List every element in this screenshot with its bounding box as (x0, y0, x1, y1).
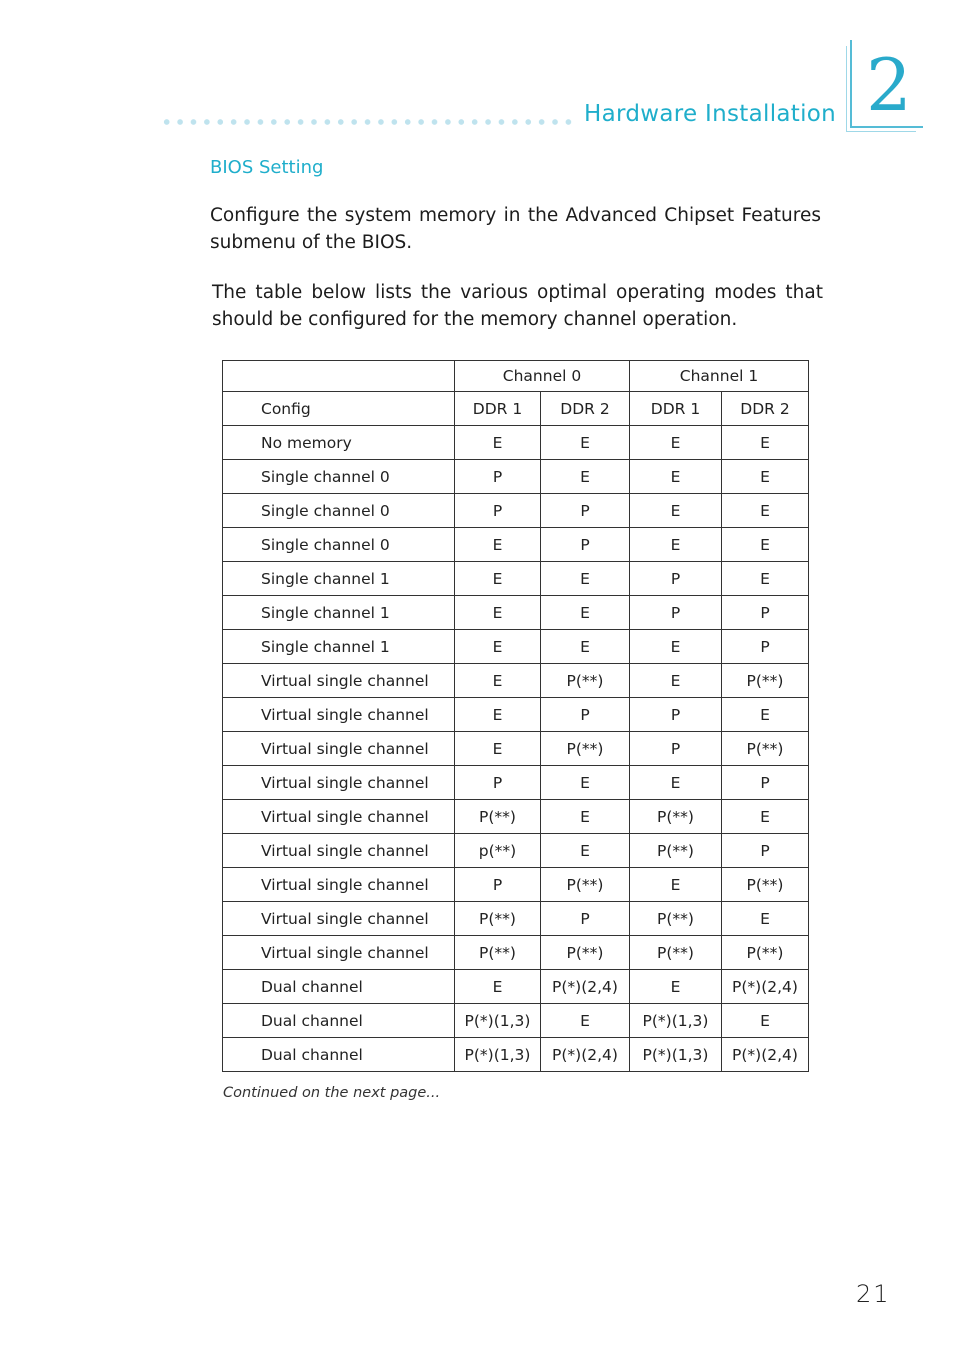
mode-cell: E (630, 528, 722, 562)
config-cell: Virtual single channel (223, 800, 455, 834)
mode-cell: P(**) (541, 936, 630, 970)
continued-note: Continued on the next page... (223, 1085, 441, 1101)
mode-cell: P(*)(1,3) (630, 1004, 722, 1038)
config-cell: Virtual single channel (223, 732, 455, 766)
page-number: 21 (856, 1280, 891, 1308)
mode-cell: P(**) (541, 664, 630, 698)
channel-1-header: Channel 1 (630, 361, 809, 392)
mode-cell: E (630, 494, 722, 528)
mode-cell: E (722, 528, 809, 562)
mode-cell: E (722, 562, 809, 596)
channel-0-header: Channel 0 (455, 361, 630, 392)
table-row (223, 902, 809, 936)
slot-header: DDR 1 (630, 392, 722, 426)
table-corner-cell (223, 361, 455, 392)
mode-cell: P (630, 562, 722, 596)
mode-cell: P (541, 528, 630, 562)
mode-cell: P (541, 698, 630, 732)
mode-cell: E (455, 596, 541, 630)
mode-cell: E (541, 766, 630, 800)
table-row (223, 936, 809, 970)
mode-cell: E (630, 426, 722, 460)
slot-header: DDR 2 (722, 392, 809, 426)
memory-config-table (222, 360, 809, 1072)
mode-cell: P(*)(2,4) (541, 1038, 630, 1072)
table-row (223, 596, 809, 630)
mode-cell: E (541, 630, 630, 664)
mode-cell: E (541, 426, 630, 460)
table-row (223, 868, 809, 902)
mode-cell: P (541, 902, 630, 936)
mode-cell: E (630, 766, 722, 800)
config-cell: Virtual single channel (223, 902, 455, 936)
mode-cell: E (722, 460, 809, 494)
table-channel-header-row (223, 361, 809, 392)
mode-cell: E (455, 970, 541, 1004)
mode-cell: P(*)(2,4) (722, 970, 809, 1004)
table-row (223, 1004, 809, 1038)
mode-cell: p(**) (455, 834, 541, 868)
config-cell: Single channel 0 (223, 528, 455, 562)
mode-cell: P (722, 766, 809, 800)
slot-header: DDR 2 (541, 392, 630, 426)
config-cell: Single channel 1 (223, 630, 455, 664)
table-row (223, 732, 809, 766)
config-cell: Single channel 1 (223, 562, 455, 596)
mode-cell: E (722, 426, 809, 460)
mode-cell: P(**) (630, 902, 722, 936)
table-row (223, 426, 809, 460)
mode-cell: E (455, 562, 541, 596)
intro-paragraph: Configure the system memory in the Advanced Chipset Features submenu of the BIOS. (210, 205, 821, 253)
mode-cell: E (630, 664, 722, 698)
config-cell: Virtual single channel (223, 834, 455, 868)
mode-cell: P (630, 596, 722, 630)
table-row (223, 494, 809, 528)
mode-cell: P(*)(1,3) (455, 1004, 541, 1038)
mode-cell: E (630, 630, 722, 664)
mode-cell: P (455, 460, 541, 494)
mode-cell: E (455, 630, 541, 664)
mode-cell: P(**) (722, 868, 809, 902)
config-cell: Virtual single channel (223, 868, 455, 902)
table-row (223, 970, 809, 1004)
config-cell: Virtual single channel (223, 766, 455, 800)
table-slot-header-row (223, 392, 809, 426)
table-row (223, 834, 809, 868)
mode-cell: P(*)(1,3) (455, 1038, 541, 1072)
mode-cell: E (455, 426, 541, 460)
mode-cell: P (455, 494, 541, 528)
config-cell: Dual channel (223, 970, 455, 1004)
mode-cell: E (455, 698, 541, 732)
mode-cell: E (722, 1004, 809, 1038)
mode-cell: P(**) (630, 834, 722, 868)
mode-cell: E (630, 970, 722, 1004)
mode-cell: E (455, 664, 541, 698)
mode-cell: P (630, 732, 722, 766)
chapter-title: Hardware Installation (584, 101, 837, 127)
mode-cell: P (455, 766, 541, 800)
mode-cell: P(*)(2,4) (722, 1038, 809, 1072)
table-row (223, 800, 809, 834)
mode-cell: P (455, 868, 541, 902)
table-row (223, 562, 809, 596)
config-header: Config (223, 392, 455, 426)
config-cell: Single channel 1 (223, 596, 455, 630)
mode-cell: P (541, 494, 630, 528)
mode-cell: E (722, 902, 809, 936)
config-cell: Virtual single channel (223, 698, 455, 732)
mode-cell: E (722, 494, 809, 528)
table-row (223, 460, 809, 494)
mode-cell: P(**) (541, 868, 630, 902)
mode-cell: P(**) (722, 664, 809, 698)
section-title: BIOS Setting (210, 157, 324, 178)
config-cell: Virtual single channel (223, 664, 455, 698)
table-row (223, 698, 809, 732)
table-row (223, 766, 809, 800)
header-dot-rule (160, 118, 576, 126)
config-cell: Dual channel (223, 1004, 455, 1038)
mode-cell: P(**) (455, 800, 541, 834)
mode-cell: E (455, 732, 541, 766)
table-row (223, 528, 809, 562)
table-description-paragraph: The table below lists the various optimal operating modes that should be configured for the memory channel operation. (212, 282, 823, 330)
mode-cell: P(**) (455, 902, 541, 936)
mode-cell: P(**) (722, 936, 809, 970)
config-cell: No memory (223, 426, 455, 460)
mode-cell: P (722, 834, 809, 868)
mode-cell: E (541, 562, 630, 596)
mode-cell: P(**) (630, 936, 722, 970)
chapter-number: 2 (866, 43, 912, 127)
config-cell: Single channel 0 (223, 460, 455, 494)
mode-cell: P(**) (722, 732, 809, 766)
mode-cell: E (630, 460, 722, 494)
mode-cell: P(**) (455, 936, 541, 970)
mode-cell: E (722, 800, 809, 834)
table-row (223, 630, 809, 664)
mode-cell: E (541, 800, 630, 834)
mode-cell: E (722, 698, 809, 732)
mode-cell: P(**) (630, 800, 722, 834)
mode-cell: P (722, 630, 809, 664)
mode-cell: P(*)(2,4) (541, 970, 630, 1004)
mode-cell: P(**) (541, 732, 630, 766)
slot-header: DDR 1 (455, 392, 541, 426)
mode-cell: E (541, 834, 630, 868)
mode-cell: E (541, 460, 630, 494)
config-cell: Virtual single channel (223, 936, 455, 970)
table-row (223, 664, 809, 698)
mode-cell: P (630, 698, 722, 732)
mode-cell: E (630, 868, 722, 902)
mode-cell: E (455, 528, 541, 562)
mode-cell: E (541, 1004, 630, 1038)
mode-cell: P(*)(1,3) (630, 1038, 722, 1072)
mode-cell: E (541, 596, 630, 630)
table-row (223, 1038, 809, 1072)
config-cell: Single channel 0 (223, 494, 455, 528)
mode-cell: P (722, 596, 809, 630)
table-body (223, 426, 809, 1072)
config-cell: Dual channel (223, 1038, 455, 1072)
